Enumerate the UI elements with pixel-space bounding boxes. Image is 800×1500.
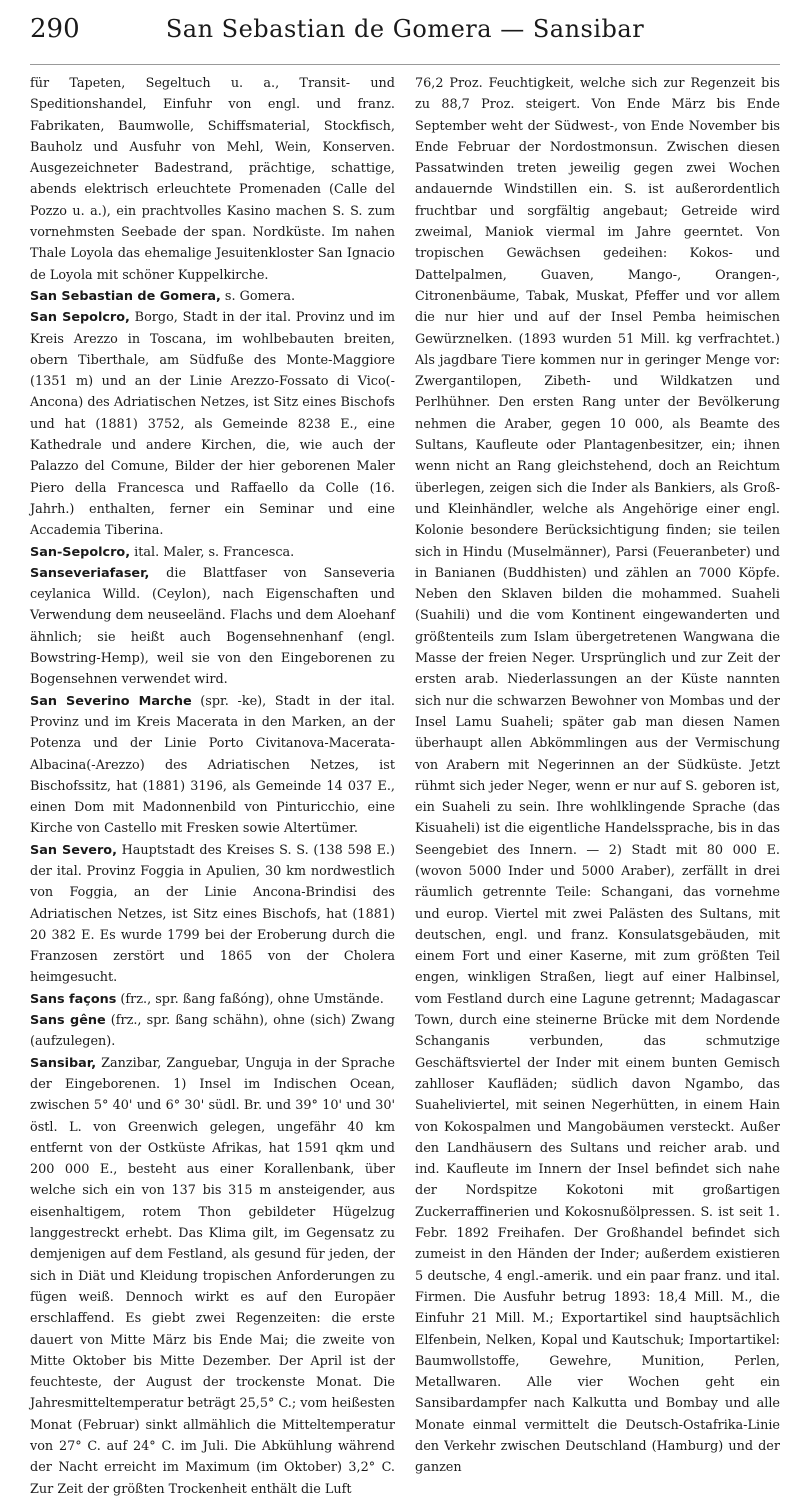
page-header [30, 14, 780, 65]
entry-san-severo [30, 840, 395, 989]
entry-text: die Blattfaser von Sanseveria ceylanica Willd. (Ceylon), nach Eigenschaften und Verwendung dem neuseeländ. Flachs und dem Aloehanf ähnlich; sie heißt auch Bogensehnenhanf (engl. Bowstring-Hemp), weil sie von den Eingeborenen zu Bogensehnen verwendet wird. [30, 565, 395, 688]
entry-text: 76,2 Proz. Feuchtigkeit, welche sich zur Regenzeit bis zu 88,7 Proz. steigert. Von Ende März bis Ende September weht der Südwest-, von Ende November bis Ende Februar der Nordostmonsun. Zwischen diesen Passatwinden treten jeweilig gegen zwei Wochen andauernde Windstillen ein. S. ist außerordentlich fruchtbar und sorgfältig angebaut; Getreide wird zweimal, Maniok viermal im Jahre geerntet. Von tropischen Gewächsen gedeihen: Kokos- und Dattelpalmen, Guaven, Mango-, Orangen-, Citronenbäume, Tabak, Muskat, Pfeffer und vor allem die nur hier und auf der Insel Pemba heimischen Gewürznelken. (1893 wurden 51 Mill. kg verfrachtet.) Als jagdbare Tiere kommen nur in geringer Menge vor: Zwergantilopen, Zibeth- und Wildkatzen und Perlhühner. Den ersten Rang unter der Bevölkerung nehmen die Araber, gegen 10 000, als Beamte des Sultans, Kaufleute oder Plantagenbesitzer, ein; ihnen wenn nicht an Rang gleichstehend, doch an Reichtum überlegen, zeigen sich die Inder als Bankiers, als Groß- und Kleinhändler, welche als Angehörige einer engl. Kolonie besondere Berücksichtigung finden; sie teilen sich in Hindu (Muselmänner), Parsi (Feueranbeter) und in Banianen (Buddhisten) und zählen an 7000 Köpfe. Neben den Sklaven bilden die mohammed. Suaheli (Suahili) und die vom Kontinent eingewanderten und größtenteils zum Islam übergetretenen Wangwana die Masse der freien Neger. Ursprünglich und zur Zeit der ersten arab. Niederlassungen an der Küste nannten sich nur die schwarzen Bewohner von Mombas und der Insel Lamu Suaheli; später gab man diesen Namen überhaupt allen Abkömmlingen aus der Vermischung von Arabern mit Negerinnen an der Südküste. Jetzt rühmt sich jeder Neger, wenn er nur auf S. geboren ist, ein Suaheli zu sein. Ihre wohlklingende Sprache (das Kisuaheli) ist die eigentliche Handelssprache, bis in das Seengebiet des Innern. — 2) Stadt mit 80 000 E. (wovon 5000 Inder und 5000 Araber), zerfällt in drei räumlich getrennte Teile: Schangani, das vornehme und europ. Viertel mit zwei Palästen des Sultans, mit deutschen, engl. und franz. Konsulatsgebäuden, mit einem Fort und einer Kaserne, mit zum größten Teil engen, winkligen Straßen, liegt auf einer Halbinsel, vom Festland durch eine Lagune getrennt; Madagascar Town, durch eine steinerne Brücke mit dem Nordende Schanganis verbunden, das schmutzige Geschäftsviertel der Inder mit einem bunten Gemisch zahlloser Kaufläden; südlich davon Ngambo, das Suaheliviertel, mit seinen Negerhütten, in einem Hain von Kokospalmen und Mangobäumen versteckt. Außer den Landhäusern des Sultans und reicher arab. und ind. Kaufleute im Innern der Insel befindet sich nahe der Nordspitze Kokotoni mit großartigen Zuckerraffinerien und Kokosnußölpressen. S. ist seit 1. Febr. 1892 Freihafen. Der Großhandel befindet sich zumeist in den Händen der Inder; außerdem existieren 5 deutsche, 4 engl.-amerik. und ein paar franz. und ital. Firmen. Die Ausfuhr betrug 1893: 18,4 Mill. M., die Einfuhr 21 Mill. M.; Exportartikel sind hauptsächlich Elfenbein, Nelken, Kopal und Kautschuk; Importartikel: Baumwollstoffe, Gewehre, Munition, Perlen, Metallwaren. Alle vier Wochen geht ein Sansibardampfer nach Kalkutta und Bombay und alle Monate einmal vermittelt die Deutsch-Ostafrika-Linie den Verkehr zwischen Deutschland (Hamburg) und der ganzen [415, 76, 780, 1476]
entry-text: s. Gomera. [220, 288, 296, 304]
entry-sansibar [30, 1053, 395, 1500]
entry-headword: San Severino Marche [30, 693, 192, 709]
entry-headword: Sanseveriafaser, [30, 565, 150, 581]
entry-text: (frz., spr. ßang faßóng), ohne Umstände. [116, 991, 384, 1007]
entry-san-sepolcro-painter [30, 542, 395, 563]
entry-headword: Sans gêne [30, 1013, 106, 1029]
entry-san-sebastian [30, 286, 395, 307]
entry-text: Hauptstadt des Kreises S. S. (138 598 E.) der ital. Provinz Foggia in Apulien, 30 km nordwestlich von Foggia, an der Linie Ancona-Brindisi des Adriatischen Netzes, ist Sitz eines Bischofs, hat (1881) 20 382 E. Es wurde 1799 bei der Eroberung durch die Franzosen zerstört und 1865 von der Cholera heimgesucht. [30, 842, 395, 986]
entry-sans-facons [30, 989, 395, 1010]
entry-headword: San Sebastian de Gomera, [30, 288, 221, 304]
entry-san-severino [30, 691, 395, 840]
entry-sansibar-continued [415, 73, 780, 1479]
entry-sans-gene [30, 1010, 395, 1053]
page-number: 290 [30, 14, 80, 44]
entry-text: (spr. -ke), Stadt in der ital. Provinz und im Kreis Macerata in den Marken, an der Potenza und der Linie Porto Civitanova-Macerata-Albacina(-Arezzo) des Adriatischen Netzes, ist Bischofssitz, hat (1881) 3196, als Gemeinde 14 037 E., einen Dom mit Madonnenbild von Pinturicchio, eine Kirche von Castello mit Fresken sowie Altertümer. [30, 693, 395, 837]
entry-headword: San Sepolcro, [30, 310, 130, 326]
entry-headword: Sansibar, [30, 1055, 97, 1071]
entry-san-sepolcro [30, 307, 395, 541]
left-column [30, 73, 395, 1500]
right-column [415, 73, 780, 1500]
entry-text: Borgo, Stadt in der ital. Provinz und im Kreis Arezzo in Toscana, im wohlbebauten breiten, obern Tiberthale, am Südfuße des Monte-Maggiore (1351 m) und an der Linie Arezzo-Fossato di Vico(-Ancona) des Adriatischen Netzes, ist Sitz eines Bischofs und hat (1881) 3752, als Gemeinde 8238 E., eine Kathedrale und andere Kirchen, die, wie auch der Palazzo del Comune, Bilder der hier geborenen Maler Piero della Francesca und Raffaello da Colle (16. Jahrh.) enthalten, ferner ein Seminar und eine Accademia Tiberina. [30, 310, 395, 539]
running-title: San Sebastian de Gomera — Sansibar [165, 15, 645, 43]
entry-text: Zanzibar, Zanguebar, Unguja in der Sprache der Eingeborenen. 1) Insel im Indischen Ocean, zwischen 5° 40' und 6° 30' südl. Br. und 39° 10' und 30' östl. L. von Greenwich gelegen, ungefähr 40 km entfernt von der Ostküste Afrikas, hat 1591 qkm und 200 000 E., besteht aus einer Korallenbank, über welche sich ein von 137 bis 315 m ansteigender, aus eisenhaltigem, rotem Thon gebildeter Hügelzug langgestreckt erhebt. Das Klima gilt, im Gegensatz zu demjenigen auf dem Festland, als gesund für jeden, der sich in Diät und Kleidung tropischen Anforderungen zu fügen weiß. Dennoch wirkt es auf den Europäer erschlaffend. Es giebt zwei Regenzeiten: die erste dauert von Mitte März bis Ende Mai; die zweite von Mitte Oktober bis Mitte Dezember. Der April ist der feuchteste, der August der trockenste Monat. Die Jahresmitteltemperatur beträgt 25,5° C.; vom heißesten Monat (Februar) sinkt allmählich die Mitteltemperatur von 27° C. auf 24° C. im Juli. Die Abkühlung während der Nacht erreicht im Maximum (im Oktober) 3,2° C. Zur Zeit der größten Trockenheit enthält die Luft [30, 1055, 395, 1497]
text-columns [30, 73, 780, 1500]
entry-text: für Tapeten, Segeltuch u. a., Transit- und Speditionshandel, Einfuhr von engl. und franz. Fabrikaten, Baumwolle, Schiffsmaterial, Stockfisch, Bauholz und Ausfuhr von Mehl, Wein, Konserven. Ausgezeichneter Badestrand, prächtige, schattige, abends elektrisch erleuchtete Promenaden (Calle del Pozzo u. a.), ein prachtvolles Kasino machen S. S. zum vornehmsten Seebade der span. Nordküste. Im nahen Thale Loyola das ehemalige Jesuitenkloster San Ignacio de Loyola mit schöner Kuppelkirche. [30, 76, 395, 283]
entry-text: (frz., spr. ßang schähn), ohne (sich) Zwang (aufzulegen). [30, 1013, 396, 1050]
entry-sanseveriafaser [30, 563, 395, 691]
entry-continuation [30, 73, 395, 286]
entry-text: ital. Maler, s. Francesca. [130, 544, 295, 560]
entry-headword: San-Sepolcro, [30, 544, 131, 560]
entry-headword: Sans façons [30, 991, 117, 1007]
entry-headword: San Severo, [30, 842, 117, 858]
